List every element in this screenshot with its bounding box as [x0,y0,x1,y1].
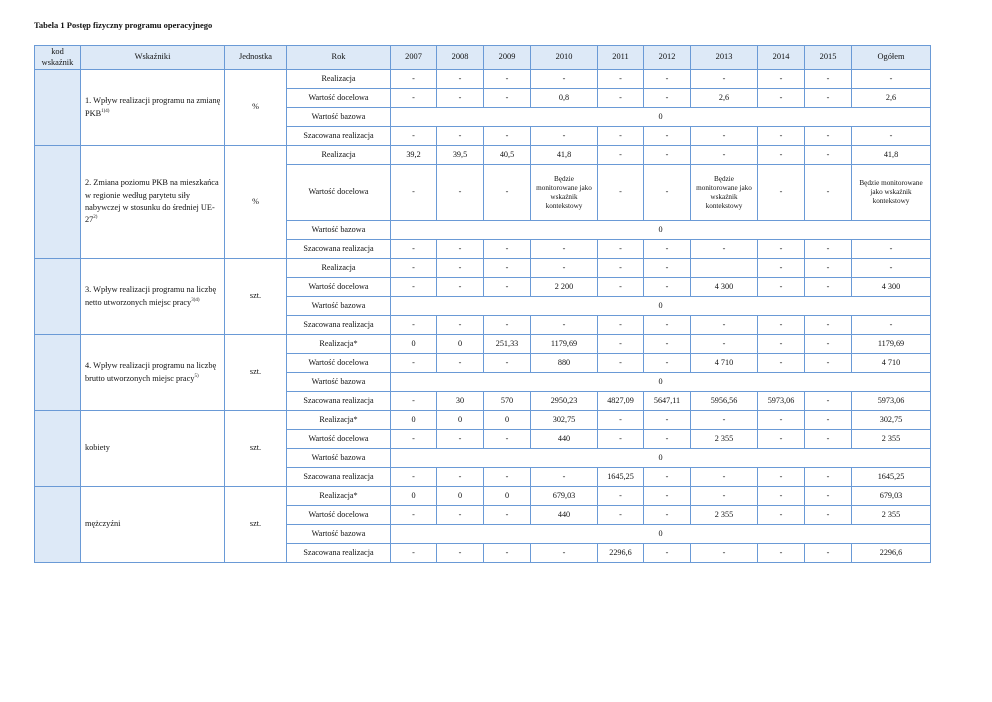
value-cell: - [805,165,852,221]
row-label: Szacowana realizacja [287,240,391,259]
value-cell: - [691,487,758,506]
value-cell: - [691,240,758,259]
value-cell: - [531,544,598,563]
value-cell: 302,75 [852,411,931,430]
value-cell: - [644,89,691,108]
header-cell: 2015 [805,46,852,70]
value-cell: - [598,127,644,146]
value-cell: - [391,316,437,335]
row-label: Realizacja* [287,487,391,506]
value-cell: - [391,240,437,259]
value-cell: - [758,127,805,146]
row-label: Szacowana realizacja [287,544,391,563]
value-cell: 0 [484,487,531,506]
value-cell: - [758,316,805,335]
value-cell: 2296,6 [598,544,644,563]
value-cell: - [691,335,758,354]
value-cell: 2950,23 [531,392,598,411]
value-cell: - [758,468,805,487]
value-cell: Będzie monitorowane jako wskaźnik kontekstowy [691,165,758,221]
header-cell: Jednostka [225,46,287,70]
indicator-name-text: 3. Wpływ realizacji programu na liczbę netto utworzonych miejsc pracy [85,285,217,307]
value-cell: 39,2 [391,146,437,165]
baseline-value-cell: 0 [391,373,931,392]
header-cell: 2013 [691,46,758,70]
footnote-marker: 2) [93,215,98,221]
value-cell: - [758,259,805,278]
value-cell: - [484,544,531,563]
indicator-code-cell [35,335,81,411]
table-row [35,335,931,354]
value-cell: 0 [484,411,531,430]
value-cell: - [758,146,805,165]
row-label: Szacowana realizacja [287,468,391,487]
value-cell: - [391,430,437,449]
value-cell: - [805,487,852,506]
value-cell: - [484,430,531,449]
value-cell: - [644,165,691,221]
value-cell: - [758,335,805,354]
header-cell: Rok [287,46,391,70]
baseline-value-cell: 0 [391,221,931,240]
indicator-name [81,487,225,563]
row-label: Realizacja* [287,411,391,430]
value-cell: - [391,165,437,221]
value-cell: - [598,316,644,335]
value-cell: - [391,544,437,563]
value-cell: - [805,127,852,146]
value-cell: 2 355 [691,506,758,525]
value-cell: 2,6 [691,89,758,108]
value-cell: - [531,70,598,89]
value-cell: - [484,165,531,221]
value-cell: Będzie monitorowane jako wskaźnik kontekstowy [852,165,931,221]
baseline-value-cell: 0 [391,525,931,544]
value-cell: 679,03 [852,487,931,506]
value-cell: - [644,146,691,165]
table-row [35,487,931,506]
value-cell: 5647,11 [644,392,691,411]
row-label: Wartość docelowa [287,89,391,108]
value-cell: - [484,70,531,89]
value-cell: - [852,127,931,146]
value-cell: - [598,411,644,430]
value-cell: - [758,278,805,297]
value-cell: - [758,506,805,525]
table-row [35,411,931,430]
value-cell: - [598,146,644,165]
value-cell: - [598,240,644,259]
value-cell: - [852,70,931,89]
value-cell: 0 [391,411,437,430]
value-cell: 302,75 [531,411,598,430]
value-cell: 1645,25 [598,468,644,487]
indicator-name [81,146,225,259]
header-row [35,46,931,70]
value-cell: - [484,127,531,146]
value-cell: - [437,430,484,449]
value-cell: - [758,487,805,506]
indicator-code-cell [35,411,81,487]
value-cell: - [437,89,484,108]
table-row [35,146,931,165]
value-cell: 41,8 [852,146,931,165]
value-cell: - [598,354,644,373]
value-cell: 0 [437,411,484,430]
value-cell: 41,8 [531,146,598,165]
value-cell: - [391,89,437,108]
indicator-code-cell [35,70,81,146]
value-cell: - [437,468,484,487]
value-cell: 0 [391,487,437,506]
value-cell: 0 [391,335,437,354]
value-cell: - [437,544,484,563]
row-label: Wartość docelowa [287,430,391,449]
value-cell: - [644,278,691,297]
row-label: Wartość docelowa [287,278,391,297]
value-cell: - [644,544,691,563]
unit-cell: szt. [225,259,287,335]
value-cell: - [758,240,805,259]
value-cell: - [531,127,598,146]
value-cell: - [805,335,852,354]
value-cell: - [437,506,484,525]
baseline-value-cell: 0 [391,297,931,316]
row-label: Realizacja* [287,335,391,354]
value-cell: - [852,240,931,259]
value-cell: 880 [531,354,598,373]
value-cell: 2,6 [852,89,931,108]
value-cell: - [391,468,437,487]
value-cell: - [437,259,484,278]
value-cell: 5973,06 [758,392,805,411]
value-cell: - [691,70,758,89]
value-cell: - [805,259,852,278]
value-cell: - [598,430,644,449]
value-cell: - [391,278,437,297]
indicator-name-text: 4. Wpływ realizacji programu na liczbę brutto utworzonych miejsc pracy [85,361,217,383]
value-cell: 40,5 [484,146,531,165]
value-cell: - [484,506,531,525]
value-cell: - [805,430,852,449]
value-cell: 39,5 [437,146,484,165]
indicator-name-text: kobiety [85,443,110,453]
value-cell: 440 [531,506,598,525]
row-label: Wartość bazowa [287,297,391,316]
baseline-value-cell: 0 [391,449,931,468]
value-cell: - [805,506,852,525]
value-cell: 4 710 [691,354,758,373]
value-cell: - [391,354,437,373]
value-cell: - [484,89,531,108]
value-cell: - [644,411,691,430]
unit-cell: % [225,146,287,259]
value-cell: - [437,354,484,373]
value-cell: 4827,09 [598,392,644,411]
value-cell: 4 710 [852,354,931,373]
value-cell: - [598,506,644,525]
indicator-name [81,70,225,146]
row-label: Wartość bazowa [287,373,391,392]
value-cell: - [531,316,598,335]
value-cell: - [852,316,931,335]
header-cell: kod wskaźnik [35,46,81,70]
value-cell: 0,8 [531,89,598,108]
value-cell [691,259,758,278]
header-cell: Ogółem [852,46,931,70]
value-cell: 5956,56 [691,392,758,411]
row-label: Szacowana realizacja [287,316,391,335]
value-cell: - [598,89,644,108]
header-cell: Wskaźniki [81,46,225,70]
value-cell: - [852,259,931,278]
value-cell: - [691,127,758,146]
value-cell: - [644,430,691,449]
value-cell: 2 355 [852,506,931,525]
indicator-name-text: mężczyźni [85,519,121,529]
value-cell: 4 300 [852,278,931,297]
value-cell: - [391,392,437,411]
value-cell: - [391,70,437,89]
value-cell: 2 355 [852,430,931,449]
value-cell: 1179,69 [852,335,931,354]
value-cell: - [598,165,644,221]
row-label: Realizacja [287,259,391,278]
value-cell: - [805,146,852,165]
value-cell: - [644,468,691,487]
value-cell: - [437,127,484,146]
value-cell: - [598,70,644,89]
header-cell: 2012 [644,46,691,70]
value-cell: - [691,146,758,165]
value-cell: - [598,259,644,278]
header-cell: 2011 [598,46,644,70]
value-cell: - [531,259,598,278]
value-cell: - [691,544,758,563]
indicator-name [81,411,225,487]
value-cell: - [644,335,691,354]
header-cell: 2009 [484,46,531,70]
value-cell: - [758,430,805,449]
value-cell: - [531,468,598,487]
header-cell: 2007 [391,46,437,70]
value-cell: - [644,127,691,146]
value-cell: - [391,506,437,525]
value-cell: - [644,354,691,373]
footnote-marker: 5) [194,373,199,379]
unit-cell: % [225,70,287,146]
header-cell: 2010 [531,46,598,70]
header-cell: 2008 [437,46,484,70]
value-cell: - [391,127,437,146]
value-cell: - [598,278,644,297]
row-label: Wartość bazowa [287,108,391,127]
value-cell: 679,03 [531,487,598,506]
value-cell: - [805,70,852,89]
row-label: Szacowana realizacja [287,392,391,411]
table-row [35,259,931,278]
value-cell: - [644,240,691,259]
unit-cell: szt. [225,335,287,411]
value-cell: 5973,06 [852,392,931,411]
value-cell: - [484,316,531,335]
value-cell: - [805,392,852,411]
value-cell: - [805,316,852,335]
value-cell: - [484,240,531,259]
value-cell: 30 [437,392,484,411]
value-cell: - [758,544,805,563]
value-cell: - [691,316,758,335]
value-cell: - [758,89,805,108]
indicator-name [81,259,225,335]
value-cell: 251,33 [484,335,531,354]
value-cell: - [805,411,852,430]
value-cell: - [805,354,852,373]
footnote-marker: 1)4) [101,108,110,114]
value-cell: 0 [437,335,484,354]
value-cell: - [484,468,531,487]
row-label: Wartość docelowa [287,354,391,373]
value-cell: - [758,70,805,89]
value-cell: 2 355 [691,430,758,449]
value-cell: - [531,240,598,259]
value-cell: 1179,69 [531,335,598,354]
unit-cell: szt. [225,411,287,487]
value-cell: 2 200 [531,278,598,297]
unit-cell: szt. [225,487,287,563]
baseline-value-cell: 0 [391,108,931,127]
value-cell: - [598,487,644,506]
value-cell: - [805,468,852,487]
value-cell: - [437,70,484,89]
value-cell: - [805,240,852,259]
row-label: Wartość bazowa [287,221,391,240]
value-cell: - [644,487,691,506]
value-cell: 570 [484,392,531,411]
row-label: Wartość bazowa [287,449,391,468]
value-cell: - [691,411,758,430]
value-cell: - [758,354,805,373]
indicator-name [81,335,225,411]
indicator-code-cell [35,259,81,335]
value-cell: - [805,544,852,563]
value-cell: - [484,259,531,278]
row-label: Wartość bazowa [287,525,391,544]
indicator-name-text: 2. Zmiana poziomu PKB na mieszkańca w regionie według parytetu siły nabywczej w stosunku do średniej UE-27 [85,178,219,225]
value-cell: - [598,335,644,354]
value-cell: - [484,354,531,373]
value-cell: - [391,259,437,278]
value-cell: - [758,165,805,221]
value-cell: Będzie monitorowane jako wskaźnik kontekstowy [531,165,598,221]
value-cell: - [644,316,691,335]
value-cell: - [805,278,852,297]
value-cell: - [437,316,484,335]
progress-table [34,45,931,563]
table-title: Tabela 1 Postęp fizyczny programu operacyjnego [34,20,213,30]
value-cell: 4 300 [691,278,758,297]
value-cell: 0 [437,487,484,506]
table-row [35,70,931,89]
row-label: Realizacja [287,146,391,165]
row-label: Realizacja [287,70,391,89]
value-cell: - [437,278,484,297]
row-label: Wartość docelowa [287,506,391,525]
value-cell: 2296,6 [852,544,931,563]
footnote-marker: 3)4) [191,297,200,303]
value-cell: - [644,259,691,278]
value-cell: - [437,165,484,221]
value-cell: - [437,240,484,259]
row-label: Wartość docelowa [287,165,391,221]
indicator-code-cell [35,487,81,563]
value-cell: - [644,506,691,525]
value-cell: - [644,70,691,89]
value-cell: 440 [531,430,598,449]
indicator-code-cell [35,146,81,259]
value-cell: - [691,468,758,487]
indicator-name-text: 1. Wpływ realizacji programu na zmianę PKB [85,96,221,118]
value-cell: - [484,278,531,297]
value-cell: - [758,411,805,430]
row-label: Szacowana realizacja [287,127,391,146]
header-cell: 2014 [758,46,805,70]
value-cell: - [805,89,852,108]
value-cell: 1645,25 [852,468,931,487]
